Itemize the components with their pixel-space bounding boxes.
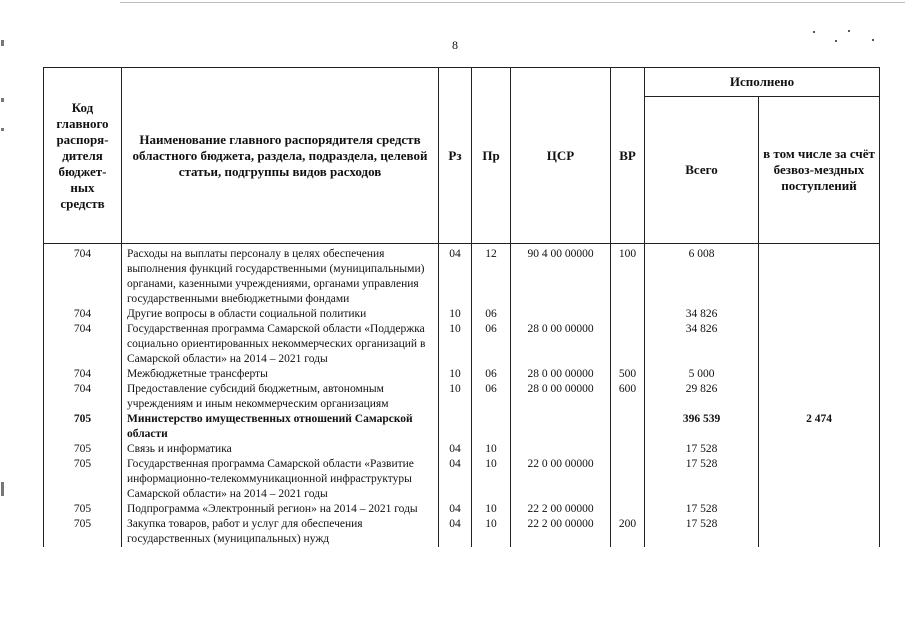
page-number: 8: [452, 38, 458, 52]
row-free: [759, 322, 880, 367]
row-name: Закупка товаров, работ и услуг для обеспечения государственных (муниципальных) нужд: [122, 517, 439, 547]
row-pr: 06: [472, 322, 511, 367]
row-name: Предоставление субсидий бюджетным, автономным учреждениям и иным некоммерческим организациям: [122, 382, 439, 412]
row-name: Связь и информатика: [122, 442, 439, 457]
row-vr: [611, 502, 645, 517]
row-free: [759, 442, 880, 457]
table-row: [44, 457, 880, 502]
table-row: [44, 322, 880, 367]
top-rule: [120, 2, 905, 3]
row-csr: 28 0 00 00000: [511, 367, 611, 382]
scan-specks: [810, 28, 890, 48]
row-csr: [511, 442, 611, 457]
table-row: [44, 502, 880, 517]
row-code: 704: [44, 322, 122, 367]
row-code: 705: [44, 442, 122, 457]
row-rz: 10: [439, 367, 472, 382]
row-rz: 04: [439, 442, 472, 457]
table-row: [44, 412, 880, 442]
row-pr: 10: [472, 502, 511, 517]
scan-edge-marks: [0, 0, 8, 640]
table-row: [44, 442, 880, 457]
row-csr: 90 4 00 00000: [511, 244, 611, 308]
row-total: 34 826: [645, 322, 759, 367]
row-csr: 22 0 00 00000: [511, 457, 611, 502]
row-code: 704: [44, 367, 122, 382]
header-csr: ЦСР: [511, 68, 611, 244]
row-pr: 10: [472, 517, 511, 547]
row-rz: 04: [439, 517, 472, 547]
header-vr: ВР: [611, 68, 645, 244]
row-csr: [511, 307, 611, 322]
row-total: 17 528: [645, 517, 759, 547]
row-pr: [472, 412, 511, 442]
row-vr: 500: [611, 367, 645, 382]
row-csr: [511, 412, 611, 442]
row-rz: 04: [439, 244, 472, 308]
row-code: 704: [44, 382, 122, 412]
row-total: 17 528: [645, 442, 759, 457]
row-total: 5 000: [645, 367, 759, 382]
row-total: 34 826: [645, 307, 759, 322]
row-vr: [611, 322, 645, 367]
row-name: Государственная программа Самарской области «Развитие информационно-телекоммуникационной инфраструктуры Самарской области» на 2014 – 2021 годы: [122, 457, 439, 502]
row-rz: 10: [439, 322, 472, 367]
row-vr: [611, 307, 645, 322]
row-csr: 22 2 00 00000: [511, 517, 611, 547]
row-pr: 06: [472, 382, 511, 412]
row-csr: 28 0 00 00000: [511, 322, 611, 367]
row-free: [759, 457, 880, 502]
row-rz: 10: [439, 382, 472, 412]
row-vr: 100: [611, 244, 645, 308]
row-code: 705: [44, 517, 122, 547]
row-name: Государственная программа Самарской области «Поддержка социально ориентированных некоммерческих организаций в Самарской области» на 2014 – 2021 годы: [122, 322, 439, 367]
row-name: Межбюджетные трансферты: [122, 367, 439, 382]
table-body: [44, 244, 880, 548]
row-pr: 12: [472, 244, 511, 308]
row-total: 6 008: [645, 244, 759, 308]
row-free: [759, 502, 880, 517]
table-row: [44, 517, 880, 547]
row-code: 704: [44, 244, 122, 308]
row-name: Министерство имущественных отношений Самарской области: [122, 412, 439, 442]
row-pr: 06: [472, 307, 511, 322]
row-total: 17 528: [645, 502, 759, 517]
row-code: 704: [44, 307, 122, 322]
row-code: 705: [44, 412, 122, 442]
row-name: Другие вопросы в области социальной политики: [122, 307, 439, 322]
header-name: Наименование главного распорядителя средств областного бюджета, раздела, подраздела, целевой статьи, подгруппы видов расходов: [122, 68, 439, 244]
table-row: [44, 382, 880, 412]
row-rz: 10: [439, 307, 472, 322]
row-free: [759, 244, 880, 308]
row-rz: 04: [439, 457, 472, 502]
header-total: Всего: [645, 97, 759, 244]
row-pr: 10: [472, 442, 511, 457]
row-csr: 28 0 00 00000: [511, 382, 611, 412]
row-rz: 04: [439, 502, 472, 517]
row-vr: [611, 412, 645, 442]
row-vr: [611, 442, 645, 457]
header-rz: Рз: [439, 68, 472, 244]
row-free: [759, 367, 880, 382]
row-rz: [439, 412, 472, 442]
row-name: Расходы на выплаты персоналу в целях обеспечения выполнения функций государственными (муниципальными) органами, казенными учреждениями, органами управления государственными внебюджетными фондами: [122, 244, 439, 308]
header-executed: Исполнено: [645, 68, 880, 97]
row-csr: 22 2 00 00000: [511, 502, 611, 517]
header-pr: Пр: [472, 68, 511, 244]
table-row: [44, 244, 880, 308]
row-pr: 06: [472, 367, 511, 382]
row-free: 2 474: [759, 412, 880, 442]
row-pr: 10: [472, 457, 511, 502]
row-vr: 600: [611, 382, 645, 412]
row-total: 29 826: [645, 382, 759, 412]
row-total: 396 539: [645, 412, 759, 442]
row-name: Подпрограмма «Электронный регион» на 2014 – 2021 годы: [122, 502, 439, 517]
row-free: [759, 307, 880, 322]
header-free: в том числе за счёт безвоз-мездных поступлений: [759, 97, 880, 244]
row-total: 17 528: [645, 457, 759, 502]
row-vr: 200: [611, 517, 645, 547]
row-vr: [611, 457, 645, 502]
budget-table: [43, 67, 880, 547]
row-free: [759, 382, 880, 412]
header-code: Код главного распоря-дителя бюджет-ных средств: [44, 68, 122, 244]
table-row: [44, 307, 880, 322]
row-code: 705: [44, 502, 122, 517]
table-row: [44, 367, 880, 382]
row-code: 705: [44, 457, 122, 502]
row-free: [759, 517, 880, 547]
